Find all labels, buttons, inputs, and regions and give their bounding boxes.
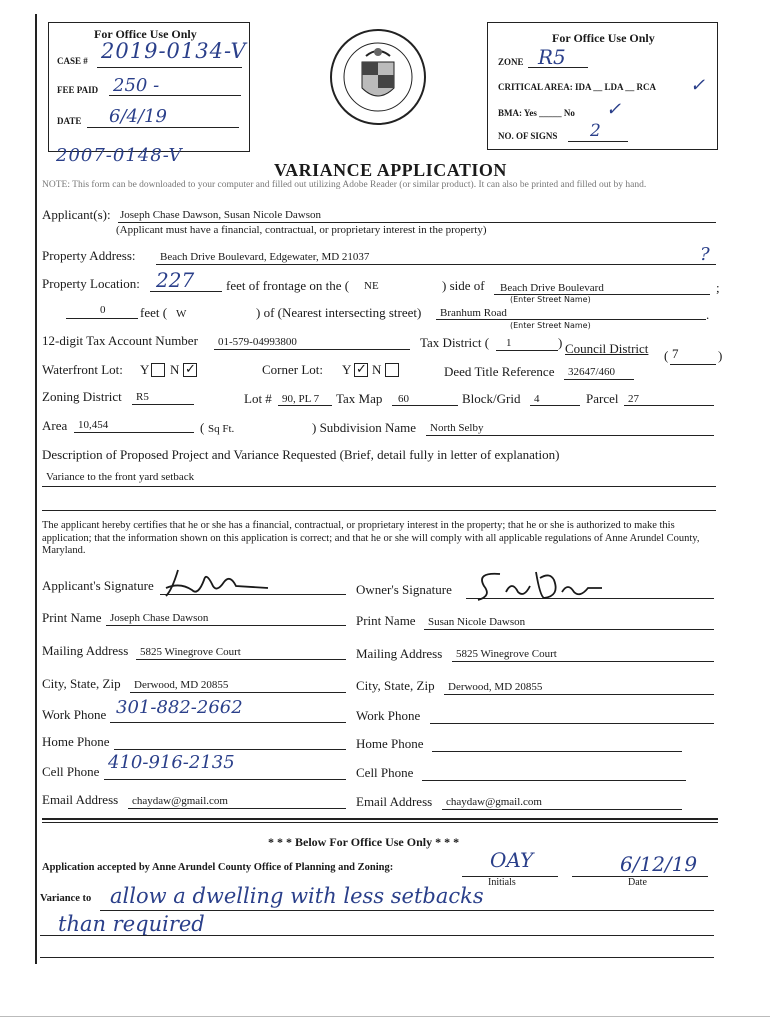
applicants-subnote: (Applicant must have a financial, contractual, or proprietary interest in the property): [116, 224, 487, 236]
tax-map-value: 60: [398, 393, 409, 405]
description-line-2: [42, 510, 716, 511]
waterfront-n-checkbox[interactable]: [183, 361, 197, 379]
applicant-mailing-value: 5825 Winegrove Court: [140, 646, 241, 658]
street-hint: (Enter Street Name): [510, 295, 591, 304]
parcel-value: 27: [628, 393, 639, 405]
applicant-home-line: [114, 749, 346, 750]
page-left-border: [35, 14, 37, 964]
accepted-date-value: 6/12/19: [620, 852, 698, 876]
subdivision-value: North Selby: [430, 422, 484, 434]
zone-label: ZONE: [498, 57, 524, 67]
rca-check-mark: ✓: [690, 75, 706, 96]
tax-district-label: Tax District (: [420, 335, 490, 350]
owner-print-line: [424, 629, 714, 630]
signs-value: 2: [590, 121, 601, 141]
fee-paid-label: FEE PAID: [57, 85, 99, 95]
variance-to-label: Variance to: [40, 893, 92, 904]
owner-cell-line: [422, 780, 686, 781]
lot-label: Lot #: [244, 391, 272, 406]
owner-print-name-label: Print Name: [356, 613, 416, 628]
applicant-city-label: City, State, Zip: [42, 676, 121, 691]
block-grid-line: [530, 405, 580, 406]
applicant-signature-label: Applicant's Signature: [42, 578, 154, 593]
corner-lot-label: Corner Lot:: [262, 362, 324, 377]
deed-title-line: [564, 379, 634, 380]
seal-graphic: [328, 22, 428, 132]
owner-signature-graphic: [470, 566, 610, 604]
fee-paid-value: 250 -: [113, 75, 160, 96]
council-district-label: Council District: [565, 341, 649, 356]
applicant-print-line: [106, 625, 346, 626]
owner-mailing-label: Mailing Address: [356, 646, 443, 661]
owner-work-phone-label: Work Phone: [356, 708, 421, 723]
office-bottom-title: * * * Below For Office Use Only * * *: [268, 835, 460, 849]
side-of-text: ) side of: [442, 278, 485, 293]
waterfront-y-label: Y: [140, 362, 150, 377]
owner-home-line: [432, 751, 682, 752]
description-value: Variance to the front yard setback: [46, 471, 195, 483]
direction-value: NE: [364, 280, 379, 292]
date-line: [87, 127, 239, 128]
signs-line: [568, 141, 628, 142]
applicant-cell-line: [104, 779, 346, 780]
applicant-cell-phone-label: Cell Phone: [42, 764, 100, 779]
corner-n-box[interactable]: [385, 363, 399, 377]
tax-account-label: 12-digit Tax Account Number: [42, 333, 198, 348]
tax-district-close: ): [558, 335, 563, 350]
certification-text: The applicant hereby certifies that he or she has a financial, contractual, or proprietary interest in the property; that he or she is authorized to make this application; that the information shown on this application is correct; and that he or she will comply with all applicable regulations of Anne Arundel County, Maryland.: [42, 520, 700, 556]
form-note: NOTE: This form can be downloaded to your computer and filled out utilizing Adobe Reader (or similar product). It can also be printed and filled out by hand.: [42, 180, 647, 190]
nearest-street-hint: (Enter Street Name): [510, 321, 591, 330]
owner-mailing-line: [452, 661, 714, 662]
tax-map-line: [392, 405, 458, 406]
nearest-street-text: ) of (Nearest intersecting street): [256, 305, 422, 320]
description-label: Description of Proposed Project and Variance Requested (Brief, detail fully in letter of explanation): [42, 447, 560, 462]
office-use-box-left: [48, 22, 250, 152]
parcel-line: [624, 405, 714, 406]
property-address-line: [156, 264, 716, 265]
applicant-work-phone-label: Work Phone: [42, 707, 107, 722]
applicant-signature-graphic: [158, 566, 278, 600]
owner-home-phone-label: Home Phone: [356, 736, 424, 751]
owner-signature-label: Owner's Signature: [356, 582, 452, 597]
feet-frontage-value: 227: [156, 268, 195, 292]
accepted-label: Application accepted by Anne Arundel County Office of Planning and Zoning:: [42, 862, 394, 873]
nearest-street-line: [436, 319, 706, 320]
scan-edge: [0, 1016, 770, 1017]
applicant-city-line: [130, 692, 346, 693]
applicant-email-value: chaydaw@gmail.com: [132, 795, 228, 807]
tax-map-label: Tax Map: [336, 391, 383, 406]
waterfront-y-checkbox[interactable]: [151, 361, 165, 379]
tax-district-line: [496, 350, 558, 351]
critical-area-text: CRITICAL AREA:: [498, 82, 573, 92]
variance-to-line2: than required: [58, 912, 205, 936]
initials-label: Initials: [488, 877, 516, 888]
tax-account-line: [214, 349, 410, 350]
corner-n-checkbox[interactable]: [385, 361, 399, 379]
owner-email-line: [442, 809, 682, 810]
council-district-line: [670, 364, 716, 365]
owner-print-name-value: Susan Nicole Dawson: [428, 616, 526, 628]
applicant-work-line: [110, 722, 346, 723]
applicants-label: Applicant(s):: [42, 207, 111, 222]
owner-city-line: [444, 694, 714, 695]
deed-title-value: 32647/460: [568, 366, 616, 378]
corner-y-box[interactable]: [354, 363, 368, 377]
applicant-print-name-value: Joseph Chase Dawson: [110, 612, 209, 624]
property-address-mark: ?: [700, 244, 710, 265]
variance-to-line1: allow a dwelling with less setbacks: [110, 884, 484, 908]
owner-mailing-value: 5825 Winegrove Court: [456, 648, 557, 660]
date-value: 6/4/19: [109, 106, 167, 127]
nearest-street-value: Branhum Road: [440, 307, 507, 319]
owner-email-label: Email Address: [356, 794, 433, 809]
deed-title-label: Deed Title Reference: [444, 364, 555, 379]
waterfront-y-box[interactable]: [151, 363, 165, 377]
applicant-print-name-label: Print Name: [42, 610, 102, 625]
applicant-email-line: [128, 808, 346, 809]
applicant-city-value: Derwood, MD 20855: [134, 679, 229, 691]
zoning-district-value: R5: [136, 391, 149, 403]
zoning-line: [132, 404, 194, 405]
subdivision-label: ) Subdivision Name: [312, 420, 416, 435]
owner-city-value: Derwood, MD 20855: [448, 681, 543, 693]
handwritten-case-number: 2007-0148-V: [56, 145, 183, 166]
location-semicolon: ;: [716, 280, 720, 295]
case-line: [97, 67, 242, 68]
county-seal: [328, 22, 428, 132]
area-line: [74, 432, 194, 433]
bma-no-mark: ✓: [606, 99, 622, 120]
bma-text: BMA:: [498, 108, 522, 118]
subdivision-line: [426, 435, 714, 436]
feet2-value: 0: [100, 304, 106, 316]
office-divider: [42, 818, 718, 820]
waterfront-lot-label: Waterfront Lot:: [42, 362, 123, 377]
accepted-date-label: Date: [628, 877, 647, 888]
description-line-1: [42, 486, 716, 487]
office-use-title-left: For Office Use Only: [94, 27, 197, 41]
council-close: ): [718, 348, 723, 363]
critical-area-label: CRITICAL AREA: IDA __ LDA __ RCA: [498, 82, 657, 92]
council-open: (: [664, 348, 669, 363]
area-unit-open: (: [200, 420, 205, 435]
date-label: DATE: [57, 116, 82, 126]
office-use-box-right: [487, 22, 718, 150]
applicants-line: [118, 222, 716, 223]
office-divider-thin: [42, 822, 718, 823]
owner-work-line: [430, 723, 714, 724]
parcel-label: Parcel: [586, 391, 619, 406]
waterfront-n-label: N: [170, 362, 180, 377]
office-use-title-right: For Office Use Only: [552, 31, 655, 45]
applicant-work-phone-value: 301-882-2662: [116, 697, 243, 718]
bma-label: BMA: Yes _____ No: [498, 108, 575, 118]
tax-account-value: 01-579-04993800: [218, 336, 297, 348]
waterfront-n-box[interactable]: [183, 363, 197, 377]
owner-city-label: City, State, Zip: [356, 678, 435, 693]
ida-label: IDA: [575, 82, 592, 92]
initials-value: OAY: [490, 848, 534, 872]
owner-signature: [470, 566, 610, 609]
feet2-line: [66, 318, 138, 319]
area-unit: Sq Ft.: [208, 423, 235, 435]
corner-n-label: N: [372, 362, 382, 377]
frontage-text: feet of frontage on the (: [226, 278, 350, 293]
direction2-value: W: [176, 308, 187, 320]
variance-line-2: [40, 935, 714, 936]
bma-no-label: No: [563, 108, 575, 118]
form-title: VARIANCE APPLICATION: [274, 160, 507, 180]
council-district-value: 7: [672, 346, 679, 361]
rca-label: RCA: [636, 82, 657, 92]
lot-line: [278, 405, 332, 406]
owner-email-value: chaydaw@gmail.com: [446, 796, 542, 808]
block-grid-value: 4: [534, 393, 540, 405]
bma-yes-label: Yes: [523, 108, 537, 118]
corner-y-checkbox[interactable]: [354, 361, 368, 379]
property-location-label: Property Location:: [42, 276, 140, 291]
applicant-signature: [158, 566, 278, 605]
owner-cell-phone-label: Cell Phone: [356, 765, 414, 780]
applicant-email-label: Email Address: [42, 792, 119, 807]
signs-label: NO. OF SIGNS: [498, 131, 558, 141]
variance-line-1: [100, 910, 714, 911]
variance-line-3: [40, 957, 714, 958]
lot-value: 90, PL 7: [282, 393, 320, 405]
zone-value: R5: [538, 45, 566, 69]
applicant-cell-phone-value: 410-916-2135: [108, 752, 235, 773]
property-address-label: Property Address:: [42, 248, 136, 263]
street-value: Beach Drive Boulevard: [500, 282, 604, 294]
block-grid-label: Block/Grid: [462, 391, 521, 406]
case-number-value: 2019-0134-V: [101, 39, 247, 63]
lda-label: LDA: [604, 82, 624, 92]
applicant-mailing-line: [136, 659, 346, 660]
zoning-district-label: Zoning District: [42, 389, 122, 404]
feet2-text: feet (: [140, 305, 168, 320]
case-label: CASE #: [57, 56, 88, 66]
nearest-period: .: [706, 307, 710, 322]
tax-district-value: 1: [506, 337, 512, 349]
area-label: Area: [42, 418, 68, 433]
applicant-mailing-label: Mailing Address: [42, 643, 129, 658]
applicant-home-phone-label: Home Phone: [42, 734, 110, 749]
area-value: 10,454: [78, 419, 109, 431]
applicants-value: Joseph Chase Dawson, Susan Nicole Dawson: [120, 209, 322, 221]
property-address-value: Beach Drive Boulevard, Edgewater, MD 21037: [160, 251, 370, 263]
corner-y-label: Y: [342, 362, 352, 377]
